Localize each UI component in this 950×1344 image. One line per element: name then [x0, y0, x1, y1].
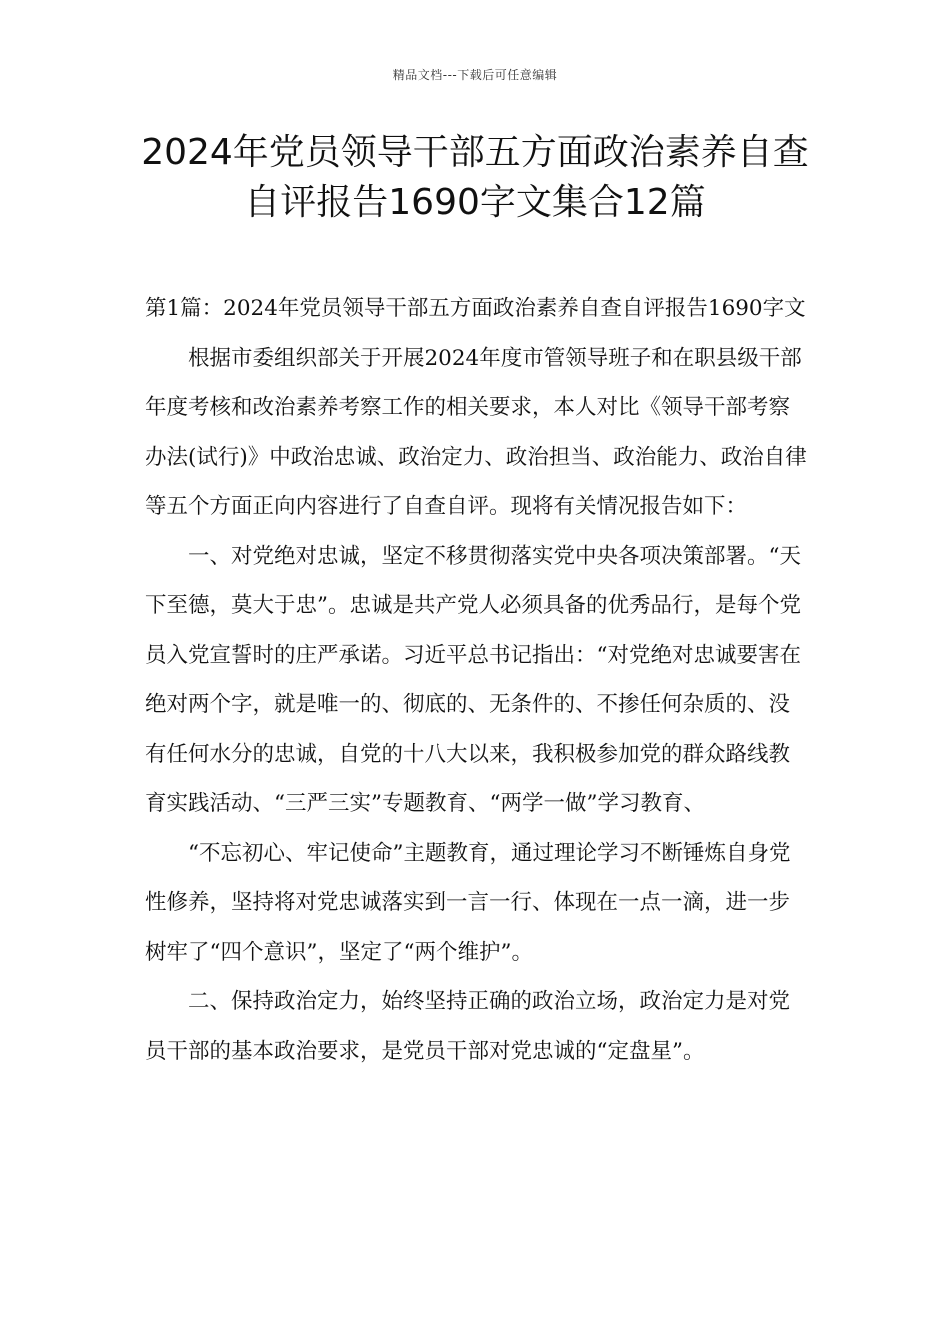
paragraph-intro: 根据市委组织部关于开展2024年度市管领导班子和在职县级干部年度考核和改治素养考察工作的相关要求，本人对比《领导干部考察办法(试行)》中政治忠诚、政治定力、政治担当、政治能力、政治自律等五个方面正向内容进行了自查自评。现将有关情况报告如下：	[145, 345, 807, 519]
document-title: 2024年党员领导干部五方面政治素养自查自评报告1690字文集合12篇	[141, 132, 809, 223]
header-note: 精品文档---下载后可任意编辑	[392, 68, 558, 82]
section-heading: 第1篇：2024年党员领导干部五方面政治素养自查自评报告1690字文	[145, 296, 806, 321]
paragraph-education: “不忘初心、牢记使命”主题教育，通过理论学习不断锤炼自身党性修养，坚持将对党忠诚落实到一言一行、体现在一点一滴，进一步树牢了“四个意识”，坚定了“两个维护”。	[145, 840, 791, 965]
document-body	[145, 284, 810, 1076]
paragraph-loyalty: 一、对党绝对忠诚，坚定不移贯彻落实党中央各项决策部署。“天下至德，莫大于忠”。忠诚是共产党人必须具备的优秀品行，是每个党员入党宣誓时的庄严承诺。习近平总书记指出：“对党绝对忠诚要害在绝对两个字，就是唯一的、彻底的、无条件的、不掺任何杂质的、没有任何水分的忠诚，自党的十八大以来，我积极参加党的群众路线教育实践活动、“三严三实”专题教育、“两学一做”学习教育、	[145, 543, 801, 816]
paragraph-political-resolve: 二、保持政治定力，始终坚持正确的政治立场，政治定力是对党员干部的基本政治要求，是党员干部对党忠诚的“定盘星”。	[145, 989, 791, 1064]
